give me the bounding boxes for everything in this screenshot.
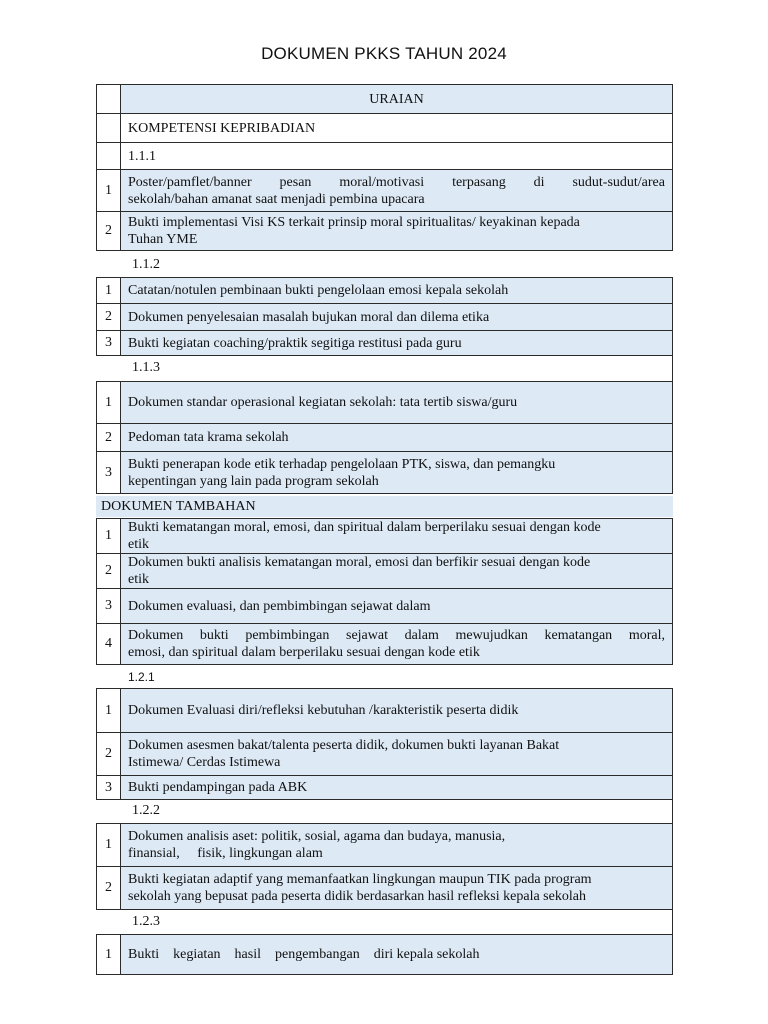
item-description-line: Bukti kegiatan adaptif yang memanfaatkan lingkungan maupun TIK pada program [128,872,592,887]
item-description-line: Bukti penerapan kode etik terhadap pengelolaan PTK, siswa, dan pemangku [128,456,556,472]
item-number: 1 [96,277,121,304]
item-description-line: Dokumen asesmen bakat/talenta peserta didik, dokumen bukti layanan Bakat [128,738,560,753]
item-description [120,553,673,589]
item-number: 2 [96,732,121,776]
item-description: Dokumen evaluasi, dan pembimbingan sejawat dalam [120,588,673,624]
item-number: 3 [96,588,121,624]
item-description-line: Dokumen bukti analisis kematangan moral, emosi dan berfikir sesuai dengan kode [128,555,591,570]
item-description-line: etik [128,537,149,552]
item-description: Bukti pendampingan pada ABK [120,775,673,800]
item-description-line: emosi, dan spiritual dalam berperilaku sesuai dengan kode etik [128,645,480,660]
item-number: 1 [96,381,121,424]
item-description [120,866,673,910]
item-description: Dokumen standar operasional kegiatan sekolah: tata tertib siswa/guru [120,381,673,424]
item-description: Bukti kegiatan hasil pengembangan diri kepala sekolah [120,934,673,975]
item-description: Dokumen Evaluasi diri/refleksi kebutuhan /karakteristik peserta didik [120,688,673,733]
item-number: 2 [96,866,121,910]
item-description [120,451,673,494]
section-number-cell [96,142,121,170]
item-description-line: Bukti kematangan moral, emosi, dan spiritual dalam berperilaku sesuai dengan kode [128,520,601,535]
item-description [120,732,673,776]
item-number: 1 [96,518,121,554]
header-uraian-cell: URAIAN [120,84,673,114]
item-number: 3 [96,775,121,800]
dokumen-tambahan-heading: DOKUMEN TAMBAHAN [96,496,673,517]
item-description: Catatan/notulen pembinaan bukti pengelolaan emosi kepala sekolah [120,277,673,304]
item-description-line: Tuhan YME [128,232,198,247]
section-code-1-2-3: 1.2.3 [132,914,160,929]
item-description-line: kepentingan yang lain pada program sekolah [128,473,379,489]
item-number: 1 [96,823,121,867]
item-number: 1 [96,934,121,975]
section-code-1-1-2: 1.1.2 [132,257,160,272]
competency-heading: KOMPETENSI KEPRIBADIAN [120,113,673,143]
section-top-rule [120,910,673,935]
item-description-line: sekolah yang bepusat pada peserta didik berdasarkan hasil refleksi kepala sekolah [128,889,586,904]
item-description [120,623,673,665]
item-description-line: Dokumen bukti pembimbingan sejawat dalam mewujudkan kematangan moral, [128,628,665,643]
item-description [120,823,673,867]
item-description [120,211,673,251]
item-description-line: Dokumen analisis aset: politik, sosial, agama dan budaya, manusia, [128,829,506,844]
item-description: Bukti kegiatan coaching/praktik segitiga restitusi pada guru [120,330,673,356]
item-number: 1 [96,169,121,212]
item-description: Dokumen penyelesaian masalah bujukan moral dan dilema etika [120,303,673,331]
item-number: 2 [96,423,121,452]
item-number: 4 [96,623,121,665]
item-description-line: sekolah/bahan amanat saat menjadi pembina upacara [128,191,425,207]
item-number: 2 [96,211,121,251]
section-code-1-1-1: 1.1.1 [120,142,673,170]
item-description [120,518,673,554]
item-number: 3 [96,451,121,494]
item-description-line: Poster/pamflet/banner pesan moral/motivasi terpasang di sudut-sudut/area [128,174,665,190]
item-description-line: etik [128,572,149,587]
section-code-1-2-1: 1.2.1 [128,670,155,684]
header-number-cell [96,84,121,114]
item-description-line: finansial, fisik, lingkungan alam [128,846,323,861]
item-description [120,169,673,212]
document-title: DOKUMEN PKKS TAHUN 2024 [261,44,507,63]
item-description-line: Istimewa/ Cerdas Istimewa [128,755,281,770]
section-code-1-1-3: 1.1.3 [132,360,160,375]
section-top-rule [120,799,673,824]
item-description: Pedoman tata krama sekolah [120,423,673,452]
section-code-1-2-2: 1.2.2 [132,803,160,818]
item-description-line: Bukti implementasi Visi KS terkait prinsip moral spiritualitas/ keyakinan kepada [128,215,580,230]
item-number: 3 [96,330,121,356]
section-top-rule [120,356,673,382]
competency-number-cell [96,113,121,143]
item-number: 2 [96,303,121,331]
item-number: 1 [96,688,121,733]
item-number: 2 [96,553,121,589]
